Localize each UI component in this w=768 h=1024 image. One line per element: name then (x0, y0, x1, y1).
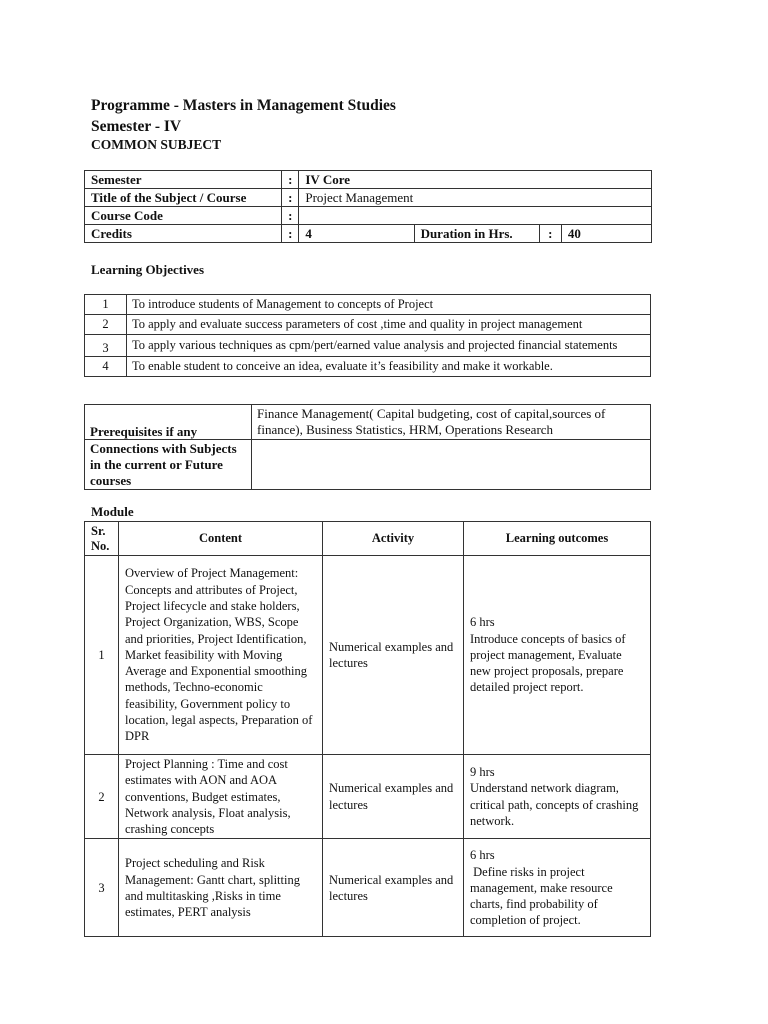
connections-label: Connections with Subjects in the current or Future courses (85, 440, 252, 490)
column-header-activity: Activity (323, 522, 464, 556)
table-row (85, 755, 651, 839)
objective-number: 1 (85, 295, 127, 315)
objective-text: To apply various techniques as cpm/pert/earned value analysis and projected financial statements (127, 335, 651, 357)
module-outcome (464, 755, 651, 839)
connections-value (252, 440, 651, 490)
table-row (85, 335, 651, 357)
info-label: Title of the Subject / Course (85, 189, 282, 207)
info-row-semester (85, 171, 652, 189)
module-outcome-text: Understand network diagram, critical path, concepts of crashing network. (470, 781, 639, 829)
prerequisites-label: Prerequisites if any (85, 405, 252, 440)
learning-objectives-heading: Learning Objectives (91, 262, 205, 277)
info-colon: : (282, 225, 299, 243)
info-colon: : (282, 189, 299, 207)
table-row (85, 440, 651, 490)
table-row (85, 405, 651, 440)
table-row (85, 556, 651, 755)
info-row-credits (85, 225, 652, 243)
info-value: 4 (299, 225, 414, 243)
module-activity: Numerical examples and lectures (323, 556, 464, 755)
programme-title: Programme - Masters in Management Studies (91, 97, 396, 114)
table-header-row (85, 522, 651, 556)
learning-objectives-table (84, 294, 651, 377)
module-outcome-text: Define risks in project management, make resource charts, find probability of completion of project. (470, 864, 616, 928)
table-row (85, 315, 651, 335)
module-number: 1 (85, 556, 119, 755)
info-colon: : (539, 225, 561, 243)
objective-text: To apply and evaluate success parameters of cost ,time and quality in project management (127, 315, 651, 335)
column-header-sr-no: Sr. No. (85, 522, 119, 556)
table-row (85, 295, 651, 315)
module-table (84, 521, 651, 937)
table-row (85, 357, 651, 377)
module-content: Project scheduling and Risk Management: Gantt chart, splitting and multitasking ,Risks in time estimates, PERT analysis (119, 839, 323, 937)
objective-number: 3 (85, 335, 127, 357)
info-value: Project Management (299, 189, 652, 207)
course-info-table (84, 170, 652, 243)
duration-value: 40 (561, 225, 651, 243)
module-activity: Numerical examples and lectures (323, 755, 464, 839)
info-label: Credits (85, 225, 282, 243)
module-heading: Module (91, 504, 134, 519)
module-number: 2 (85, 755, 119, 839)
info-value (299, 207, 652, 225)
module-activity: Numerical examples and lectures (323, 839, 464, 937)
info-row-code (85, 207, 652, 225)
module-outcome (464, 556, 651, 755)
column-header-content: Content (119, 522, 323, 556)
prerequisites-value: Finance Management( Capital budgeting, cost of capital,sources of finance), Business Statistics, HRM, Operations Research (252, 405, 651, 440)
objective-number: 4 (85, 357, 127, 377)
info-label: Semester (85, 171, 282, 189)
info-colon: : (282, 207, 299, 225)
info-value: IV Core (299, 171, 652, 189)
module-number: 3 (85, 839, 119, 937)
info-colon: : (282, 171, 299, 189)
info-label: Course Code (85, 207, 282, 225)
module-hours: 6 hrs (470, 848, 495, 863)
duration-label: Duration in Hrs. (414, 225, 539, 243)
module-outcome (464, 839, 651, 937)
table-row (85, 839, 651, 937)
module-hours: 9 hrs (470, 765, 495, 780)
objective-text: To introduce students of Management to concepts of Project (127, 295, 651, 315)
semester-title: Semester - IV (91, 118, 182, 135)
prerequisites-table (84, 404, 651, 490)
module-hours: 6 hrs (470, 615, 495, 630)
module-content: Project Planning : Time and cost estimates with AON and AOA conventions, Budget estimates, Network analysis, Float analysis, crashing concepts (119, 755, 323, 839)
subject-type: COMMON SUBJECT (91, 137, 222, 152)
module-outcome-text: Introduce concepts of basics of project management, Evaluate new project proposals, prepare detailed project report. (470, 631, 626, 695)
module-content: Overview of Project Management: Concepts and attributes of Project, Project lifecycle and stake holders, Project Organization, WBS, Scope and priorities, Project Identification, Market feasibility with Moving Average and Exponential smoothing methods, Techno-economic feasibility, Government policy to location, legal aspects, Preparation of DPR (119, 556, 323, 755)
column-header-outcomes: Learning outcomes (464, 522, 651, 556)
objective-number: 2 (85, 315, 127, 335)
info-row-title (85, 189, 652, 207)
objective-text: To enable student to conceive an idea, evaluate it’s feasibility and make it workable. (127, 357, 651, 377)
